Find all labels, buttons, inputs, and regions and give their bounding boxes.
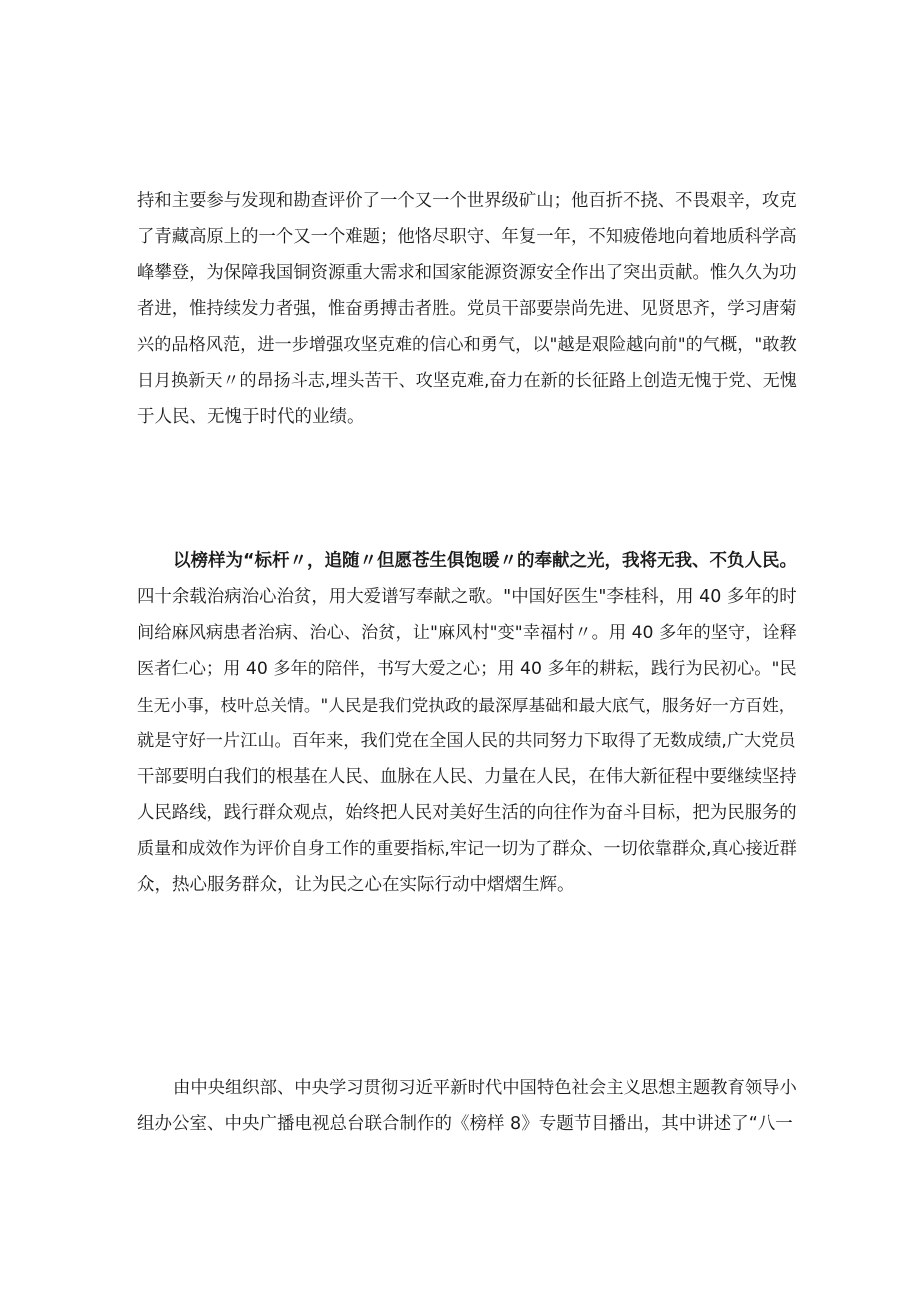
paragraph-2-line: 质量和成效作为评价自身工作的重要指标,牢记一切为了群众、一切依靠群众,真心接近群	[137, 839, 797, 859]
paragraph-1-line: 兴的品格风范，进一步增强攻坚克难的信心和勇气，以"越是艰险越向前"的气概，"敢教	[137, 335, 797, 355]
paragraph-3	[137, 1070, 797, 1142]
paragraph-2-line: 医者仁心；用 40 多年的陪伴，书写大爱之心；用 40 多年的耕耘，践行为民初心。"民	[137, 659, 797, 679]
paragraph-3-line: 组办公室、中央广播电视总台联合制作的《榜样 8》专题节目播出，其中讲述了“八一	[137, 1114, 793, 1134]
paragraph-3-line: 由中央组织部、中央学习贯彻习近平新时代中国特色社会主义思想主题教育领导小	[173, 1078, 797, 1098]
paragraph-1-line: 了青藏高原上的一个又一个难题；他恪尽职守、年复一年，不知疲倦地向着地质科学高	[137, 227, 797, 247]
paragraph-2-line: 就是守好一片江山。百年来，我们党在全国人民的共同努力下取得了无数成绩,广大党员	[137, 731, 796, 751]
paragraph-2-line: 人民路线，践行群众观点，始终把人民对美好生活的向往作为奋斗目标，把为民服务的	[137, 803, 797, 823]
paragraph-2-line: 四十余载治病治心治贫，用大爱谱写奉献之歌。"中国好医生"李桂科，用 40 多年的时	[137, 587, 797, 607]
paragraph-2-line: 间给麻风病患者治病、治心、治贫，让"麻风村"变"幸福村〃。用 40 多年的坚守，诠释	[137, 623, 797, 643]
paragraph-1-line: 者进，惟持续发力者强，惟奋勇搏击者胜。党员干部要崇尚先进、见贤思齐，学习唐菊	[137, 299, 797, 319]
paragraph-2-line: 干部要明白我们的根基在人民、血脉在人民、力量在人民，在伟大新征程中要继续坚持	[137, 767, 797, 787]
paragraph-2	[137, 543, 797, 903]
paragraph-2-heading: 以榜样为“标杆〃，追随〃但愿苍生俱饱暖〃的奉献之光，我将无我、不负人民。	[173, 551, 797, 571]
paragraph-1-line: 峰攀登，为保障我国铜资源重大需求和国家能源资源安全作出了突出贡献。惟久久为功	[137, 263, 797, 283]
paragraph-1-line: 于人民、无愧于时代的业绩。	[137, 407, 365, 427]
paragraph-1	[137, 183, 797, 435]
paragraph-2-line: 众，热心服务群众，让为民之心在实际行动中熠熠生辉。	[137, 875, 575, 895]
paragraph-1-line: 日月换新天〃的昂扬斗志,埋头苦干、攻坚克难,奋力在新的长征路上创造无愧于党、无愧	[137, 371, 797, 391]
paragraph-1-line: 持和主要参与发现和勘查评价了一个又一个世界级矿山；他百折不挠、不畏艰辛，攻克	[137, 191, 797, 211]
paragraph-2-line: 生无小事，枝叶总关情。"人民是我们党执政的最深厚基础和最大底气，服务好一方百姓，	[137, 695, 796, 715]
